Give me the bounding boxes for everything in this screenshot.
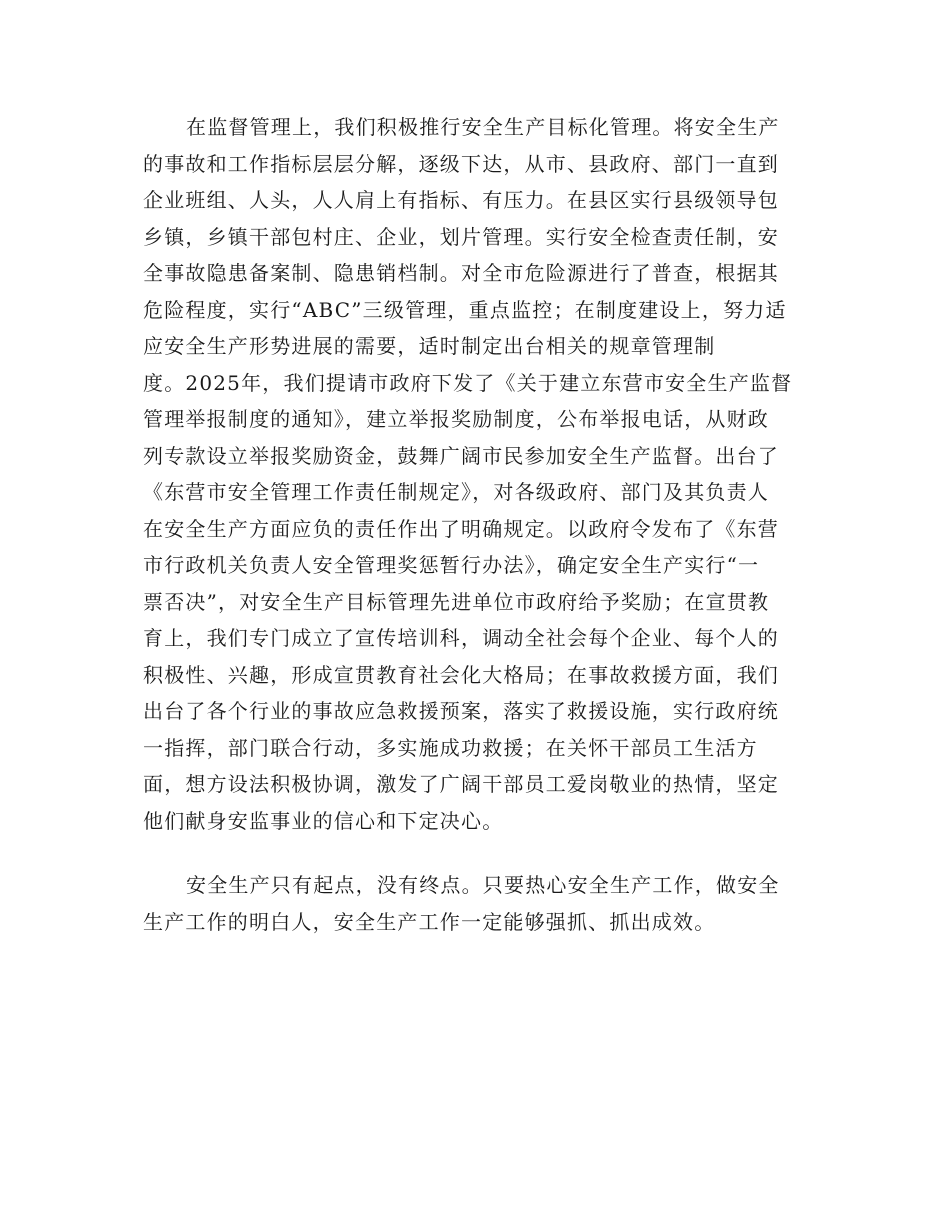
text-line: 出台了各个行业的事故应急救援预案，落实了救援设施，实行政府统 <box>143 699 779 723</box>
text-line: 票否决”，对安全生产目标管理先进单位市政府给予奖励；在宣贯教 <box>143 589 770 614</box>
paragraph-safety-supervision <box>143 109 808 839</box>
text-line: 积极性、兴趣，形成宣贯教育社会化大格局；在事故救援方面，我们 <box>143 662 779 687</box>
text-line: 市行政机关负责人安全管理奖惩暂行办法》，确定安全生产实行“一 <box>143 553 760 577</box>
text-line: 他们献身安监事业的信心和下定决心。 <box>143 808 504 833</box>
text-line: 管理举报制度的通知》，建立举报奖励制度，公布举报电话，从财政 <box>143 407 769 431</box>
text-line: 育上，我们专门成立了宣传培训科，调动全社会每个企业、每个人的 <box>143 626 779 650</box>
text-line: 的事故和工作指标层层分解，逐级下达，从市、县政府、部门一直到 <box>143 151 779 176</box>
text-line: 面，想方设法积极协调，激发了广阔干部员工爱岗敬业的热情，坚定 <box>143 772 779 796</box>
text-line: 列专款设立举报奖励资金，鼓舞广阔市民参加安全生产监督。出台了 <box>143 443 779 468</box>
text-line: 在安全生产方面应负的责任作出了明确规定。以政府令发布了《东营 <box>143 516 779 541</box>
text-line: 《东营市安全管理工作责任制规定》，对各级政府、部门及其负责人 <box>143 480 769 504</box>
text-line: 生产工作的明白人，安全生产工作一定能够强抓、抓出成效。 <box>143 909 716 934</box>
text-line: 全事故隐患备案制、隐患销档制。对全市危险源进行了普查，根据其 <box>143 261 779 285</box>
paragraph-conclusion <box>143 867 808 940</box>
text-line: 企业班组、人头，人人肩上有指标、有压力。在县区实行县级领导包 <box>143 188 779 212</box>
text-line: 应安全生产形势进展的需要，适时制定出台相关的规章管理制 <box>143 334 716 358</box>
text-line: 一指挥，部门联合行动，多实施成功救援；在关怀干部员工生活方 <box>143 735 758 760</box>
text-line: 乡镇，乡镇干部包村庄、企业，划片管理。实行安全检查责任制，安 <box>143 224 779 249</box>
text-line: 在监督管理上，我们积极推行安全生产目标化管理。将安全生产 <box>186 115 780 139</box>
text-line: 度。2025年，我们提请市政府下发了《关于建立东营市安全生产监督 <box>143 370 793 395</box>
text-line: 安全生产只有起点，没有终点。只要热心安全生产工作，做安全 <box>186 873 780 897</box>
text-line: 危险程度，实行“ABC”三级管理，重点监控；在制度建设上，努力适 <box>143 297 787 322</box>
